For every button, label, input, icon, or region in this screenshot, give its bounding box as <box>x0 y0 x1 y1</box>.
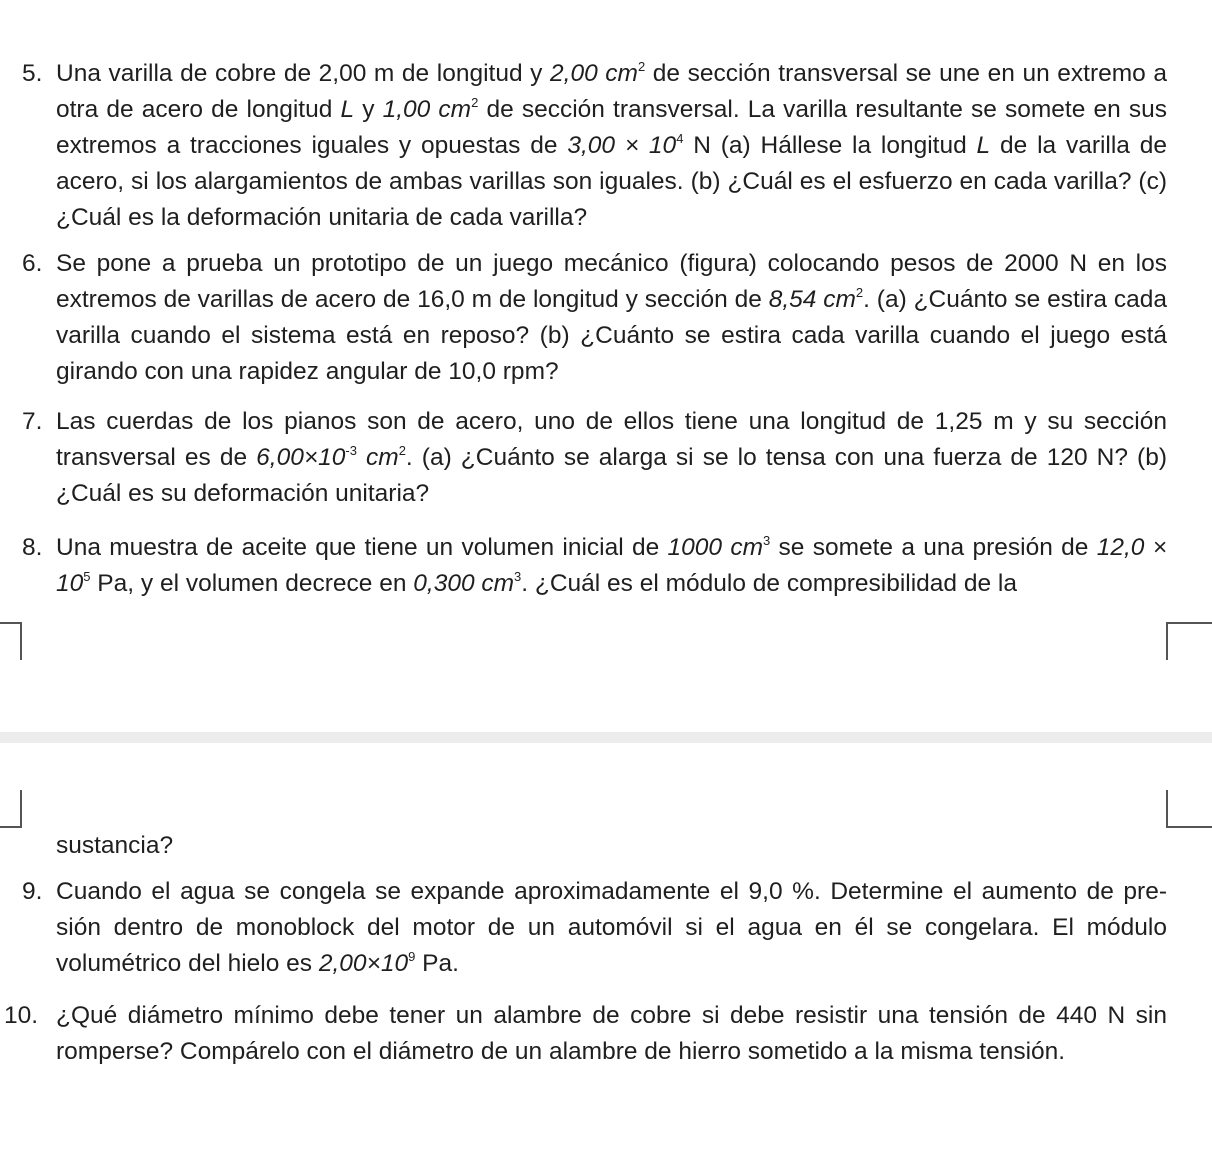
problem-number: 10. <box>4 1002 39 1029</box>
problem-number: 5. <box>22 60 43 87</box>
problem-number: 8. <box>22 534 43 561</box>
page-corner-mark <box>1166 790 1212 828</box>
page-corner-mark <box>0 622 22 660</box>
problem-number: 7. <box>22 408 43 435</box>
problem-10-text: ¿Qué diámetro mínimo debe tener un alambre de cobre si debe resistir una tensión de 440 N sin romperse? Compárelo con el diámetro de un alambre de hierro sometido a la misma tensión. <box>56 1002 1167 1065</box>
problem-8-continuation: sustancia? <box>56 832 174 859</box>
page-corner-mark <box>1166 622 1212 660</box>
problem-6-text: Se pone a prueba un prototipo de un juego mecánico (figura) colocando pesos de 2000 N en los extremos de varillas de acero de 16,0 m de longitud y sección de 8,54 $cm^2$. (a) ¿Cuánto se estira cada varilla cuando el sistema está en reposo? (b) ¿Cuánto se estira cada varilla cuando el juego está girando con una rapidez angular de 10,0 rpm? <box>56 250 1167 385</box>
problem-9-text: Cuando el agua se congela se expande aproximadamente el 9,0 %. Determine el aumento de pre-sión dentro de monoblock del motor de un automóvil si el agua en él se congelara. El módulo volumétrico del hielo es $2,00\times 10^9$ Pa. <box>56 878 1167 977</box>
problem-number: 9. <box>22 878 43 905</box>
page-break <box>0 732 1212 743</box>
problem-8-text: Una muestra de aceite que tiene un volumen inicial de 1000 $cm^3$ se somete a una presión de $12,0 \times 10^5$ Pa, y el volumen decrece en 0,300 $cm^3$. ¿Cuál es el módulo de compresibilidad de la <box>56 533 1167 597</box>
problem-number: 6. <box>22 250 43 277</box>
page-corner-mark <box>0 790 22 828</box>
problem-5-text: Una varilla de cobre de 2,00 m de longitud y 2,00 $cm^2$ de sección transversal se une en un extremo a otra de acero de longitud L y 1,00 $cm^2$ de sección transversal. La varilla resultante se somete en sus extremos a tracciones iguales y opuestas de $3,00 \times 10^4$ N (a) Hállese la longitud L de la varilla de acero, si los alargamientos de ambas varillas son iguales. (b) ¿Cuál es el esfuerzo en cada varilla? (c) ¿Cuál es la deformación unitaria de cada varilla? <box>56 59 1168 231</box>
problem-7-text: Las cuerdas de los pianos son de acero, uno de ellos tiene una longitud de 1,25 m y su sección transversal es de $6,00\times 10^{-3}$ $cm^2$. (a) ¿Cuánto se alarga si se lo tensa con una fuerza de 120 N? (b) ¿Cuál es su deformación unitaria? <box>56 408 1167 507</box>
